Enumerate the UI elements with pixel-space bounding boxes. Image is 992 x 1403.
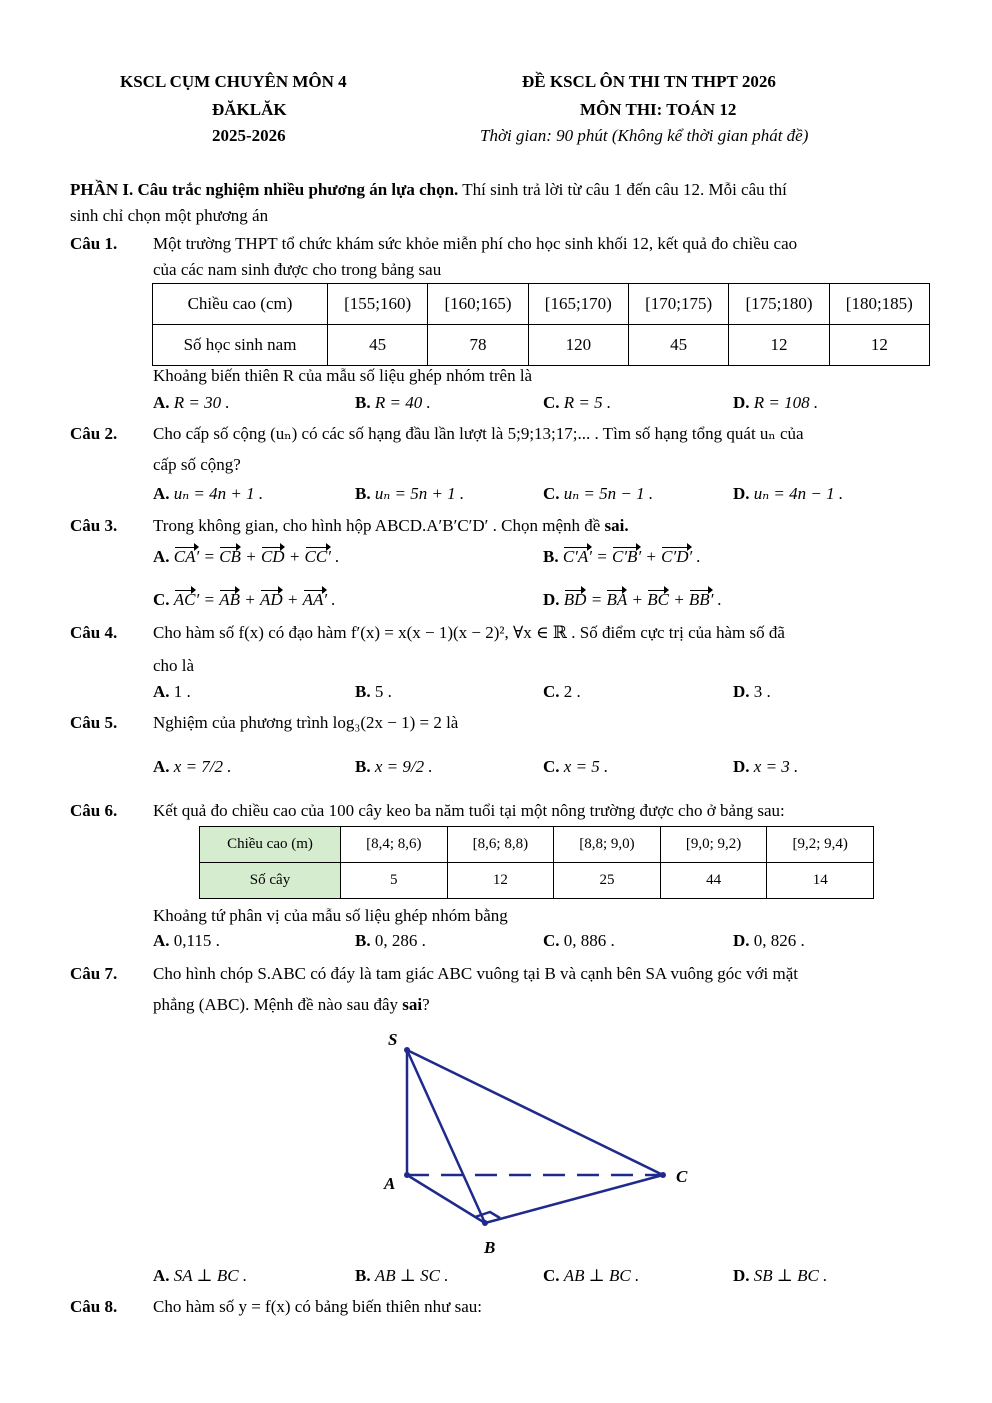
label-A: A xyxy=(384,1174,396,1193)
option-text: uₙ = 5n + 1 . xyxy=(374,484,465,503)
option-text: x = 9/2 . xyxy=(374,757,433,776)
option-letter: C. xyxy=(153,590,170,609)
q6-table-cell: [8,6; 8,8) xyxy=(447,827,554,863)
q7-option-c[interactable] xyxy=(543,1266,639,1286)
q6-table-row-header xyxy=(200,827,874,863)
q2-option-a[interactable] xyxy=(153,484,263,504)
option-text: x = 5 . xyxy=(563,757,609,776)
q6-option-a[interactable] xyxy=(153,931,220,951)
option-text: R = 5 . xyxy=(563,393,612,412)
q2-option-c[interactable] xyxy=(543,484,653,504)
option-letter: C. xyxy=(543,393,560,412)
q3-option-b[interactable] xyxy=(543,547,701,567)
option-text: x = 3 . xyxy=(753,757,799,776)
q4-option-b[interactable] xyxy=(355,682,392,702)
option-text: x = 7/2 . xyxy=(173,757,232,776)
q5-option-d[interactable] xyxy=(733,757,798,777)
header-right-line3: Thời gian: 90 phút (Không kể thời gian phát đề) xyxy=(480,126,809,145)
option-text: R = 108 . xyxy=(753,393,819,412)
q4-option-d[interactable] xyxy=(733,682,771,702)
q5-line1: Nghiệm của phương trình log₃(2x − 1) = 2 là xyxy=(153,713,459,732)
q6-table-cell: [9,2; 9,4) xyxy=(767,827,874,863)
option-letter: A. xyxy=(153,931,170,950)
q8-line1: Cho hàm số y = f(x) có bảng biến thiên như sau: xyxy=(153,1297,482,1316)
q1-table-row-header xyxy=(153,284,930,325)
option-text: 2 . xyxy=(563,682,581,701)
q2-line2: cấp số cộng? xyxy=(153,455,241,474)
option-letter: A. xyxy=(153,1266,170,1285)
q8-label: Câu 8. xyxy=(70,1297,118,1316)
q1-table-cell: 12 xyxy=(729,325,829,366)
q5-option-b[interactable] xyxy=(355,757,433,777)
q6-table-cell: [8,4; 8,6) xyxy=(341,827,448,863)
option-letter: B. xyxy=(355,931,371,950)
option-letter: A. xyxy=(153,547,170,566)
q6-option-b[interactable] xyxy=(355,931,426,951)
q5-option-c[interactable] xyxy=(543,757,608,777)
section-intro xyxy=(70,180,787,200)
q6-line1: Kết quả đo chiều cao của 100 cây keo ba năm tuổi tại một nông trường được cho ở bảng sau: xyxy=(153,801,785,820)
q1-option-c[interactable] xyxy=(543,393,611,413)
q7-label: Câu 7. xyxy=(70,964,118,983)
option-text: AB ⊥ BC . xyxy=(563,1266,640,1285)
q6-table-cell: Chiều cao (m) xyxy=(200,827,341,863)
q1-label: Câu 1. xyxy=(70,234,118,253)
q1-table-cell: [160;165) xyxy=(428,284,528,325)
q6-option-c[interactable] xyxy=(543,931,615,951)
q6-table-cell: Số cây xyxy=(200,863,341,899)
q2-option-d[interactable] xyxy=(733,484,843,504)
q2-option-b[interactable] xyxy=(355,484,464,504)
q4-option-c[interactable] xyxy=(543,682,581,702)
option-letter: D. xyxy=(733,757,750,776)
q1-table-cell: [165;170) xyxy=(528,284,628,325)
q7-text: phẳng (ABC). Mệnh đề nào sau đây xyxy=(153,995,403,1014)
option-letter: B. xyxy=(543,547,559,566)
label-C: C xyxy=(676,1167,688,1186)
right-angle-mark xyxy=(475,1212,500,1218)
header-left-line3: 2025-2026 xyxy=(212,126,286,145)
option-letter: C. xyxy=(543,682,560,701)
point-S xyxy=(404,1047,410,1053)
q1-option-a[interactable] xyxy=(153,393,230,413)
q1-line2: của các nam sinh được cho trong bảng sau xyxy=(153,260,442,279)
option-text: BD = BA + BC + BB′ . xyxy=(563,590,722,609)
q5-option-a[interactable] xyxy=(153,757,232,777)
option-letter: A. xyxy=(153,682,170,701)
option-text: CA′ = CB + CD + CC′ . xyxy=(173,547,340,566)
q7-sai: sai xyxy=(402,995,423,1014)
edge-SB xyxy=(407,1050,485,1223)
q4-line2: cho là xyxy=(153,656,195,675)
option-letter: D. xyxy=(733,931,750,950)
q2-line1: Cho cấp số cộng (uₙ) có các số hạng đầu lần lượt là 5;9;13;17;... . Tìm số hạng tổng quát uₙ của xyxy=(153,424,804,443)
option-text: uₙ = 5n − 1 . xyxy=(563,484,654,503)
q6-table-cell: 25 xyxy=(554,863,661,899)
q1-table-cell: 78 xyxy=(428,325,528,366)
q2-label: Câu 2. xyxy=(70,424,118,443)
option-letter: D. xyxy=(543,590,560,609)
q1-table-cell: 45 xyxy=(628,325,728,366)
q7-option-a[interactable] xyxy=(153,1266,247,1286)
option-letter: B. xyxy=(355,1266,371,1285)
option-letter: D. xyxy=(733,682,750,701)
option-letter: C. xyxy=(543,757,560,776)
option-letter: B. xyxy=(355,757,371,776)
q3-option-c[interactable] xyxy=(153,590,336,610)
q1-table-cell: Chiều cao (cm) xyxy=(153,284,328,325)
option-letter: D. xyxy=(733,393,750,412)
edge-SC xyxy=(407,1050,663,1175)
q3-option-a[interactable] xyxy=(153,547,339,567)
section-text1: Thí sinh trả lời từ câu 1 đến câu 12. Mỗi câu thí xyxy=(458,180,787,199)
option-text: 0, 286 . xyxy=(374,931,426,950)
q1-table-cell: [180;185) xyxy=(829,284,929,325)
q4-line1: Cho hàm số f(x) có đạo hàm f′(x) = x(x − 1)(x − 2)², ∀x ∈ ℝ . Số điểm cực trị của hàm số đã xyxy=(153,623,785,642)
q6-table-cell: 12 xyxy=(447,863,554,899)
header-right-line2: MÔN THI: TOÁN 12 xyxy=(580,100,737,119)
q4-label: Câu 4. xyxy=(70,623,118,642)
q1-table-cell: [170;175) xyxy=(628,284,728,325)
q7-option-b[interactable] xyxy=(355,1266,448,1286)
q6-table-cell: [8,8; 9,0) xyxy=(554,827,661,863)
label-S: S xyxy=(388,1030,398,1049)
option-text: AB ⊥ SC . xyxy=(374,1266,449,1285)
option-text: 1 . xyxy=(173,682,191,701)
option-letter: B. xyxy=(355,393,371,412)
q7-line1: Cho hình chóp S.ABC có đáy là tam giác ABC vuông tại B và cạnh bên SA vuông góc với mặt xyxy=(153,964,799,983)
q3-text: Trong không gian, cho hình hộp ABCD.A′B′C′D′ . Chọn mệnh đề xyxy=(153,516,605,535)
q3-option-d[interactable] xyxy=(543,590,722,610)
q1-option-b[interactable] xyxy=(355,393,431,413)
option-letter: C. xyxy=(543,1266,560,1285)
q6-table-cell: [9,0; 9,2) xyxy=(660,827,767,863)
option-text: uₙ = 4n + 1 . xyxy=(173,484,264,503)
option-text: 0, 826 . xyxy=(753,931,805,950)
option-text: 5 . xyxy=(374,682,392,701)
q1-option-d[interactable] xyxy=(733,393,818,413)
q6-label: Câu 6. xyxy=(70,801,118,820)
option-text: 3 . xyxy=(753,682,771,701)
q1-table-cell: 12 xyxy=(829,325,929,366)
pyramid-figure xyxy=(370,1025,700,1265)
point-C xyxy=(660,1172,666,1178)
q7-line2 xyxy=(153,995,430,1015)
option-text: SA ⊥ BC . xyxy=(173,1266,248,1285)
q7-option-d[interactable] xyxy=(733,1266,827,1286)
q3-label: Câu 3. xyxy=(70,516,118,535)
q1-after: Khoảng biến thiên R của mẫu số liệu ghép nhóm trên là xyxy=(153,366,533,385)
q6-table-cell: 14 xyxy=(767,863,874,899)
q6-table xyxy=(199,826,874,899)
q6-table-cell: 5 xyxy=(341,863,448,899)
q1-table-cell: [155;160) xyxy=(328,284,428,325)
option-text: R = 30 . xyxy=(173,393,230,412)
option-letter: B. xyxy=(355,682,371,701)
option-letter: A. xyxy=(153,757,170,776)
q1-table-cell: 120 xyxy=(528,325,628,366)
label-B: B xyxy=(484,1238,496,1257)
header-left-line2: ĐĂKLĂK xyxy=(212,100,287,119)
section-text2: sinh chỉ chọn một phương án xyxy=(70,206,269,225)
option-letter: B. xyxy=(355,484,371,503)
q4-option-a[interactable] xyxy=(153,682,191,702)
header-left-line1: KSCL CỤM CHUYÊN MÔN 4 xyxy=(120,72,347,91)
option-letter: D. xyxy=(733,484,750,503)
option-text: C′A′ = C′B′ + C′D′ . xyxy=(562,547,701,566)
section-title: PHẦN I. Câu trắc nghiệm nhiều phương án lựa chọn. xyxy=(70,180,459,199)
option-text: SB ⊥ BC . xyxy=(753,1266,828,1285)
option-letter: A. xyxy=(153,393,170,412)
option-text: 0,115 . xyxy=(173,931,220,950)
q6-after: Khoảng tứ phân vị của mẫu số liệu ghép nhóm bằng xyxy=(153,906,508,925)
q1-table-row-values xyxy=(153,325,930,366)
edge-BC xyxy=(485,1175,663,1223)
option-text: uₙ = 4n − 1 . xyxy=(753,484,844,503)
q6-table-cell: 44 xyxy=(660,863,767,899)
option-text: 0, 886 . xyxy=(563,931,615,950)
q5-label: Câu 5. xyxy=(70,713,118,732)
option-letter: D. xyxy=(733,1266,750,1285)
q3-sai: sai. xyxy=(604,516,629,535)
q6-option-d[interactable] xyxy=(733,931,805,951)
q1-line1: Một trường THPT tổ chức khám sức khỏe miễn phí cho học sinh khối 12, kết quả đo chiều cao xyxy=(153,234,798,253)
q6-table-row-values xyxy=(200,863,874,899)
q1-table-cell: [175;180) xyxy=(729,284,829,325)
q1-table xyxy=(152,283,930,366)
point-A xyxy=(404,1172,410,1178)
option-letter: C. xyxy=(543,484,560,503)
option-letter: A. xyxy=(153,484,170,503)
option-letter: C. xyxy=(543,931,560,950)
header-right-line1: ĐỀ KSCL ÔN THI TN THPT 2026 xyxy=(522,72,776,91)
option-text: AC′ = AB + AD + AA′ . xyxy=(173,590,336,609)
q3-line1 xyxy=(153,516,629,536)
point-B xyxy=(482,1220,488,1226)
q7-qmark: ? xyxy=(422,995,430,1014)
q1-table-cell: Số học sinh nam xyxy=(153,325,328,366)
q1-table-cell: 45 xyxy=(328,325,428,366)
option-text: R = 40 . xyxy=(374,393,431,412)
